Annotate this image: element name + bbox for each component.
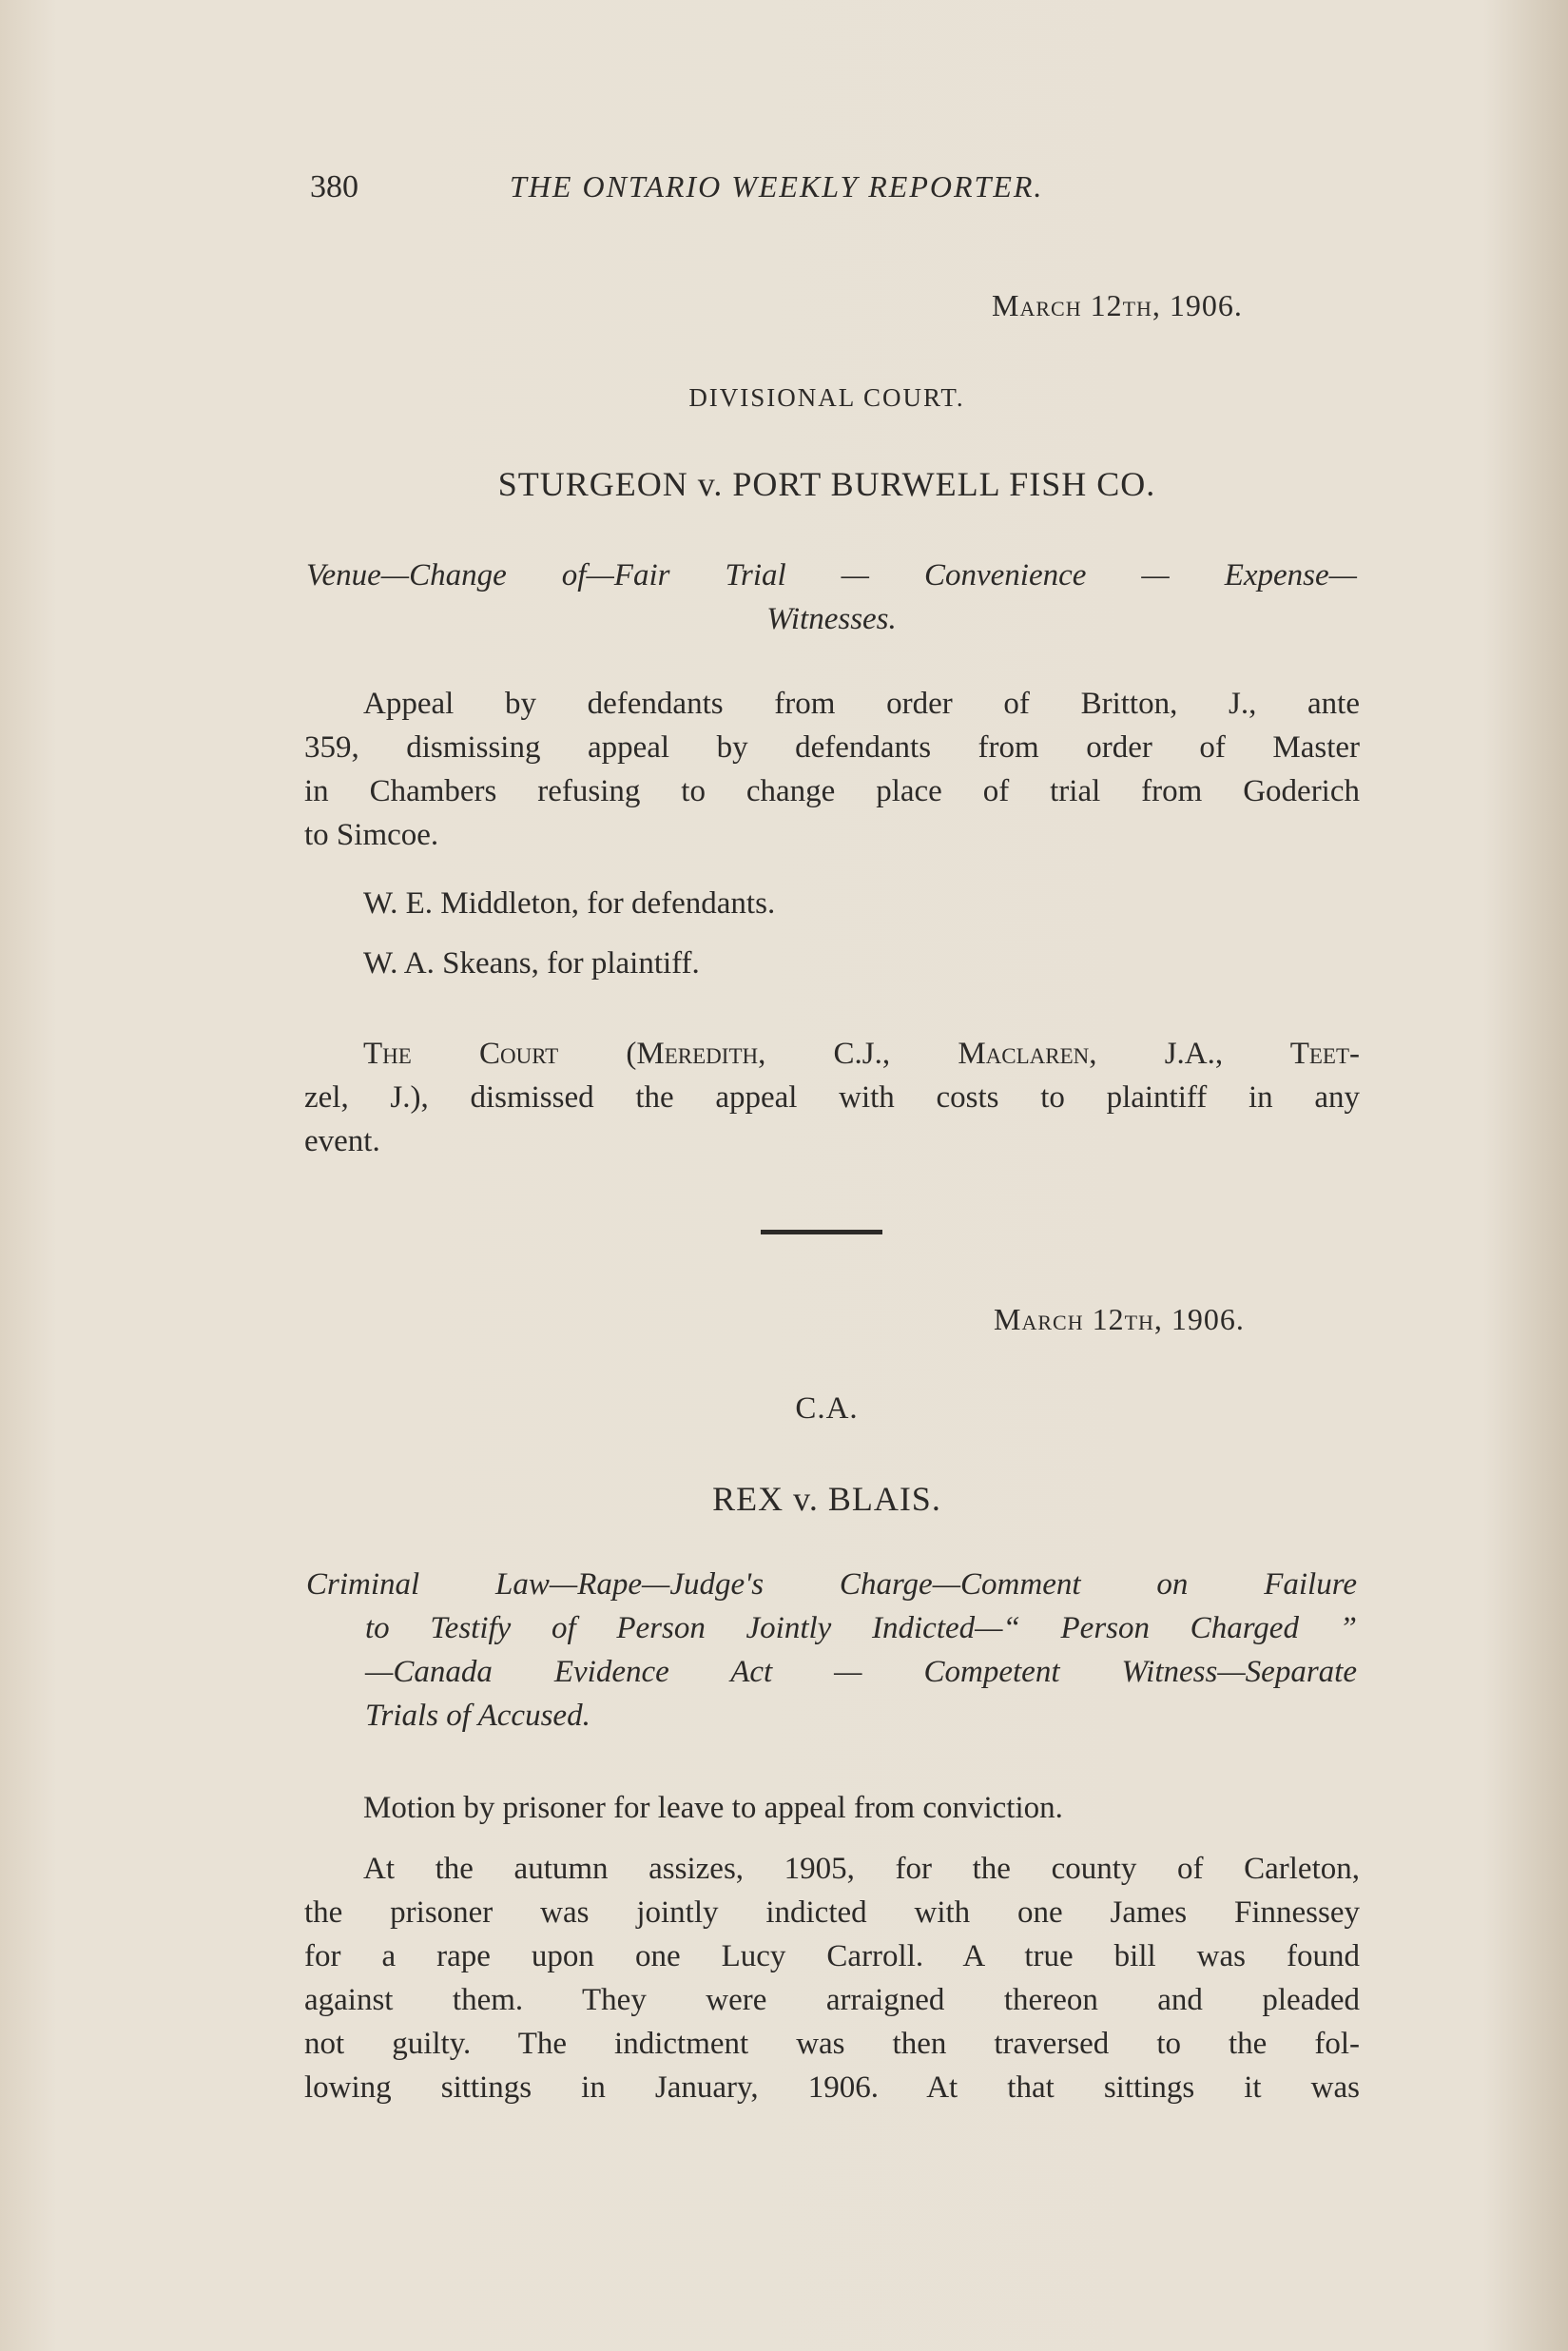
counsel-line: W. E. Middleton, for defendants.: [363, 886, 776, 921]
case1-paragraph: [304, 682, 1360, 857]
case1-judgment-line: zel, J.), dismissed the appeal with costs to plaintiff in any: [304, 1080, 1360, 1115]
case1-paragraph-line: Appeal by defendants from order of Britton, J., ante: [363, 687, 1360, 721]
running-title: THE ONTARIO WEEKLY REPORTER.: [510, 169, 1044, 204]
case1-headnote-line: Witnesses.: [766, 602, 897, 636]
case2-date: March 12th, 1906.: [994, 1302, 1245, 1336]
case2-body: [304, 1847, 1360, 2109]
case2-motion: [304, 1786, 1360, 1830]
case2-body-line: At the autumn assizes, 1905, for the county of Carleton,: [363, 1852, 1360, 1886]
case2-headnote-line: —Canada Evidence Act — Competent Witness—Separate: [365, 1655, 1357, 1689]
case1-judgment-line: event.: [304, 1124, 380, 1158]
page-header: [310, 169, 1356, 217]
case1-date: March 12th, 1906.: [992, 288, 1243, 322]
case2-body-line: lowing sittings in January, 1906. At that sittings it was: [304, 2070, 1360, 2105]
case1-paragraph-line: 359, dismissing appeal by defendants from order of Master: [304, 730, 1360, 765]
case2-body-line: against them. They were arraigned thereon and pleaded: [304, 1983, 1360, 2017]
page-number: 380: [310, 169, 358, 204]
case1-judgment-line: The Court (Meredith, C.J., Maclaren, J.A., Teet-: [363, 1037, 1360, 1071]
case2-body-line: for a rape upon one Lucy Carroll. A true bill was found: [304, 1939, 1360, 1973]
case2-body-line: the prisoner was jointly indicted with one James Finnessey: [304, 1895, 1360, 1930]
section-divider: [761, 1230, 882, 1234]
counsel-line: W. A. Skeans, for plaintiff.: [363, 946, 700, 981]
case1-paragraph-line: in Chambers refusing to change place of trial from Goderich: [304, 774, 1360, 808]
counsel-defendants: [363, 882, 1352, 925]
case1-court: DIVISIONAL COURT.: [688, 383, 965, 412]
case2-body-line: not guilty. The indictment was then traversed to the fol-: [304, 2027, 1360, 2061]
case1-paragraph-line: to Simcoe.: [304, 818, 439, 852]
case1-title: STURGEON v. PORT BURWELL FISH CO.: [497, 465, 1156, 503]
case2-headnote-line: to Testify of Person Jointly Indicted—“ Person Charged ”: [365, 1611, 1357, 1645]
case1-headnote-line: Venue—Change of—Fair Trial — Convenience — Expense—: [306, 558, 1357, 593]
case1-judgment: [304, 1032, 1360, 1163]
case2-headnote-line: Trials of Accused.: [365, 1699, 590, 1733]
counsel-plaintiff: [363, 942, 1352, 985]
case1-headnote: [306, 554, 1357, 641]
case2-headnote-line: Criminal Law—Rape—Judge's Charge—Comment on Failure: [306, 1567, 1357, 1602]
case2-title: REX v. BLAIS.: [712, 1480, 941, 1518]
case2-motion-line: Motion by prisoner for leave to appeal from conviction.: [363, 1791, 1063, 1825]
case2-headnote: [306, 1563, 1357, 1738]
case2-court: C.A.: [795, 1391, 859, 1426]
